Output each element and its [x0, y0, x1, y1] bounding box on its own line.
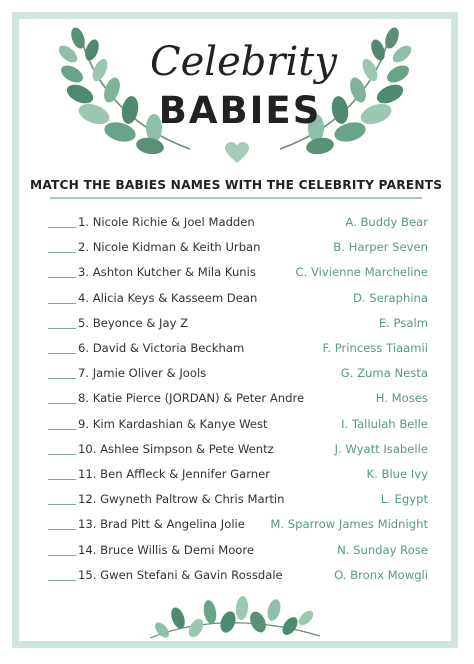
- celebrity-parents: 2. Nicole Kidman & Keith Urban: [78, 240, 261, 255]
- answer-blank[interactable]: [48, 555, 76, 556]
- list-item: [0, 336, 474, 361]
- celebrity-parents: 12. Gwyneth Paltrow & Chris Martin: [78, 492, 285, 507]
- eucalyptus-sprig-icon: [140, 588, 330, 642]
- answer-blank[interactable]: [48, 479, 76, 480]
- celebrity-parents: 9. Kim Kardashian & Kanye West: [78, 416, 268, 431]
- baby-name: N. Sunday Rose: [337, 542, 428, 557]
- list-item: [0, 361, 474, 386]
- answer-blank[interactable]: [48, 403, 76, 404]
- page-title: BABIES: [158, 89, 322, 132]
- celebrity-parents: 4. Alicia Keys & Kasseem Dean: [78, 290, 258, 305]
- list-item: [0, 386, 474, 411]
- divider: [50, 197, 422, 199]
- celebrity-parents: 5. Beyonce & Jay Z: [78, 315, 189, 330]
- celebrity-parents: 7. Jamie Oliver & Jools: [78, 366, 207, 381]
- baby-name: J. Wyatt Isabelle: [334, 441, 428, 456]
- baby-name: E. Psalm: [378, 315, 428, 330]
- baby-name: O. Bronx Mowgli: [334, 567, 428, 582]
- baby-name: G. Zuma Nesta: [340, 366, 428, 381]
- list-item: [0, 512, 474, 537]
- baby-name: K. Blue Ivy: [366, 467, 428, 481]
- baby-name: L. Egypt: [380, 492, 428, 507]
- answer-blank[interactable]: [48, 580, 76, 581]
- answer-blank[interactable]: [48, 529, 76, 530]
- celebrity-parents: 15. Gwen Stefani & Gavin Rossdale: [78, 567, 283, 582]
- list-item: [0, 487, 474, 512]
- answer-blank[interactable]: [48, 303, 76, 304]
- baby-name: I. Tallulah Belle: [341, 416, 428, 431]
- list-item: [0, 260, 474, 285]
- baby-name: B. Harper Seven: [333, 240, 428, 255]
- celebrity-parents: 10. Ashlee Simpson & Pete Wentz: [78, 441, 274, 456]
- baby-name: D. Seraphina: [352, 290, 428, 305]
- heart-icon: [225, 142, 249, 164]
- answer-blank[interactable]: [48, 429, 76, 430]
- answer-blank[interactable]: [48, 454, 76, 455]
- list-item: [0, 462, 474, 487]
- answer-blank[interactable]: [48, 504, 76, 505]
- baby-name: C. Vivienne Marcheline: [295, 265, 428, 280]
- list-item: [0, 437, 474, 462]
- answer-blank[interactable]: [48, 277, 76, 278]
- answer-blank[interactable]: [48, 227, 76, 228]
- baby-name: A. Buddy Bear: [345, 215, 428, 229]
- list-item: [0, 311, 474, 336]
- list-item: [0, 210, 474, 235]
- list-item: [0, 286, 474, 311]
- list-item: [0, 563, 474, 588]
- answer-blank[interactable]: [48, 353, 76, 354]
- title-script: Celebrity: [150, 39, 337, 85]
- list-item: [0, 235, 474, 260]
- celebrity-parents: 3. Ashton Kutcher & Mila Kunis: [78, 265, 256, 280]
- baby-name: H. Moses: [375, 391, 428, 406]
- answer-blank[interactable]: [48, 378, 76, 379]
- celebrity-parents: 1. Nicole Richie & Joel Madden: [78, 215, 255, 229]
- baby-name: F. Princess Tiaamii: [322, 341, 428, 355]
- list-item: [0, 538, 474, 563]
- instructions-heading: MATCH THE BABIES NAMES WITH THE CELEBRITY PARENTS: [30, 178, 443, 192]
- answer-blank[interactable]: [48, 252, 76, 253]
- list-item: [0, 412, 474, 437]
- celebrity-parents: 11. Ben Affleck & Jennifer Garner: [78, 467, 271, 481]
- celebrity-parents: 13. Brad Pitt & Angelina Jolie: [78, 517, 245, 532]
- celebrity-parents: 6. David & Victoria Beckham: [78, 341, 245, 355]
- answer-blank[interactable]: [48, 328, 76, 329]
- celebrity-parents: 14. Bruce Willis & Demi Moore: [78, 542, 255, 557]
- baby-name: M. Sparrow James Midnight: [270, 517, 428, 532]
- celebrity-parents: 8. Katie Pierce (JORDAN) & Peter Andre: [78, 391, 305, 406]
